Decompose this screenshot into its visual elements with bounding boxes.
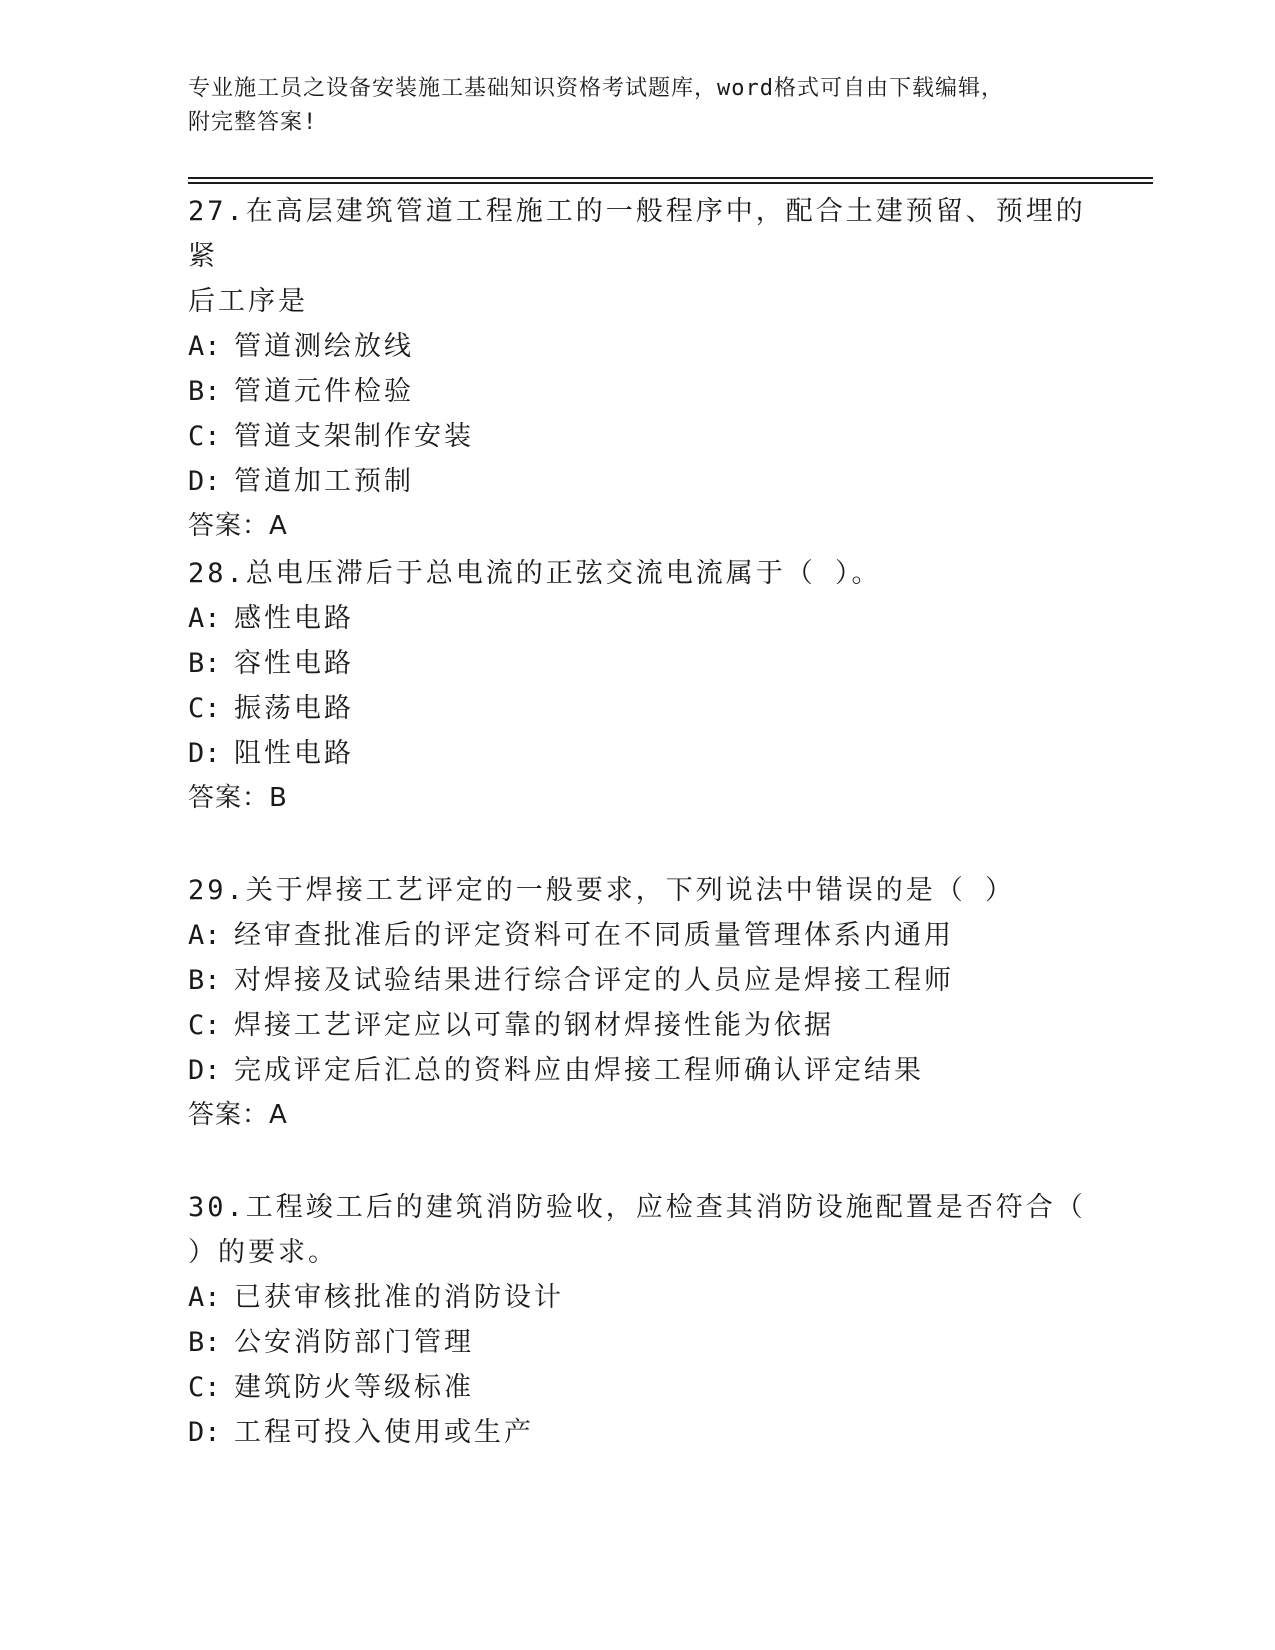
question-27 — [188, 189, 1088, 549]
option-text: 阻性电路 — [234, 738, 354, 769]
option-text: 焊接工艺评定应以可靠的钢材焊接性能为依据 — [234, 1010, 834, 1041]
question-stem: 29.关于焊接工艺评定的一般要求，下列说法中错误的是（ ） — [188, 875, 1016, 906]
option-key: B: — [188, 648, 221, 679]
option-key: C: — [188, 421, 221, 452]
option-a — [188, 913, 1088, 958]
option-key: D: — [188, 738, 221, 769]
option-a — [188, 1275, 1088, 1320]
option-d — [188, 1048, 1088, 1093]
option-key: D: — [188, 1417, 221, 1448]
question-28 — [188, 551, 1088, 821]
header-divider-top — [188, 177, 1153, 179]
header-line-1: 专业施工员之设备安装施工基础知识资格考试题库，word格式可自由下载编辑， — [188, 76, 1004, 101]
document-header — [188, 72, 1068, 140]
option-text: 公安消防部门管理 — [234, 1327, 474, 1358]
option-text: 已获审核批准的消防设计 — [234, 1282, 564, 1313]
option-text: 对焊接及试验结果进行综合评定的人员应是焊接工程师 — [234, 965, 954, 996]
option-text: 完成评定后汇总的资料应由焊接工程师确认评定结果 — [234, 1055, 924, 1086]
option-key: D: — [188, 466, 221, 497]
option-key: B: — [188, 376, 221, 407]
option-text: 管道加工预制 — [234, 466, 414, 497]
option-c — [188, 686, 1088, 731]
question-stem: 30.工程竣工后的建筑消防验收，应检查其消防设施配置是否符合（ — [188, 1192, 1086, 1223]
header-divider-bottom — [188, 182, 1153, 184]
option-d — [188, 1410, 1088, 1455]
option-text: 工程可投入使用或生产 — [234, 1417, 534, 1448]
question-stem-continued: 后工序是 — [188, 286, 308, 317]
option-c — [188, 1003, 1088, 1048]
option-d — [188, 459, 1088, 504]
option-b — [188, 641, 1088, 686]
option-c — [188, 1365, 1088, 1410]
option-text: 经审查批准后的评定资料可在不同质量管理体系内通用 — [234, 920, 954, 951]
question-30 — [188, 1185, 1088, 1455]
question-29 — [188, 868, 1088, 1138]
option-a — [188, 596, 1088, 641]
question-stem: 28.总电压滞后于总电流的正弦交流电流属于（ ）。 — [188, 558, 882, 589]
option-key: C: — [188, 1010, 221, 1041]
header-line-2: 附完整答案! — [188, 110, 318, 135]
option-key: A: — [188, 1282, 221, 1313]
option-text: 管道元件检验 — [234, 376, 414, 407]
option-text: 管道支架制作安装 — [234, 421, 474, 452]
option-c — [188, 414, 1088, 459]
option-b — [188, 369, 1088, 414]
option-text: 振荡电路 — [234, 693, 354, 724]
option-key: C: — [188, 1372, 221, 1403]
option-key: C: — [188, 693, 221, 724]
option-key: A: — [188, 331, 221, 362]
option-b — [188, 1320, 1088, 1365]
option-text: 建筑防火等级标准 — [234, 1372, 474, 1403]
answer: 答案：B — [188, 783, 288, 813]
option-key: B: — [188, 965, 221, 996]
question-stem: 27.在高层建筑管道工程施工的一般程序中，配合土建预留、预埋的紧 — [188, 196, 1086, 272]
option-key: B: — [188, 1327, 221, 1358]
answer: 答案：A — [188, 1100, 288, 1130]
option-key: D: — [188, 1055, 221, 1086]
question-stem-continued: ）的要求。 — [188, 1237, 338, 1268]
answer: 答案：A — [188, 511, 288, 541]
option-key: A: — [188, 920, 221, 951]
option-key: A: — [188, 603, 221, 634]
option-text: 容性电路 — [234, 648, 354, 679]
option-b — [188, 958, 1088, 1003]
option-a — [188, 324, 1088, 369]
option-d — [188, 731, 1088, 776]
option-text: 感性电路 — [234, 603, 354, 634]
option-text: 管道测绘放线 — [234, 331, 414, 362]
